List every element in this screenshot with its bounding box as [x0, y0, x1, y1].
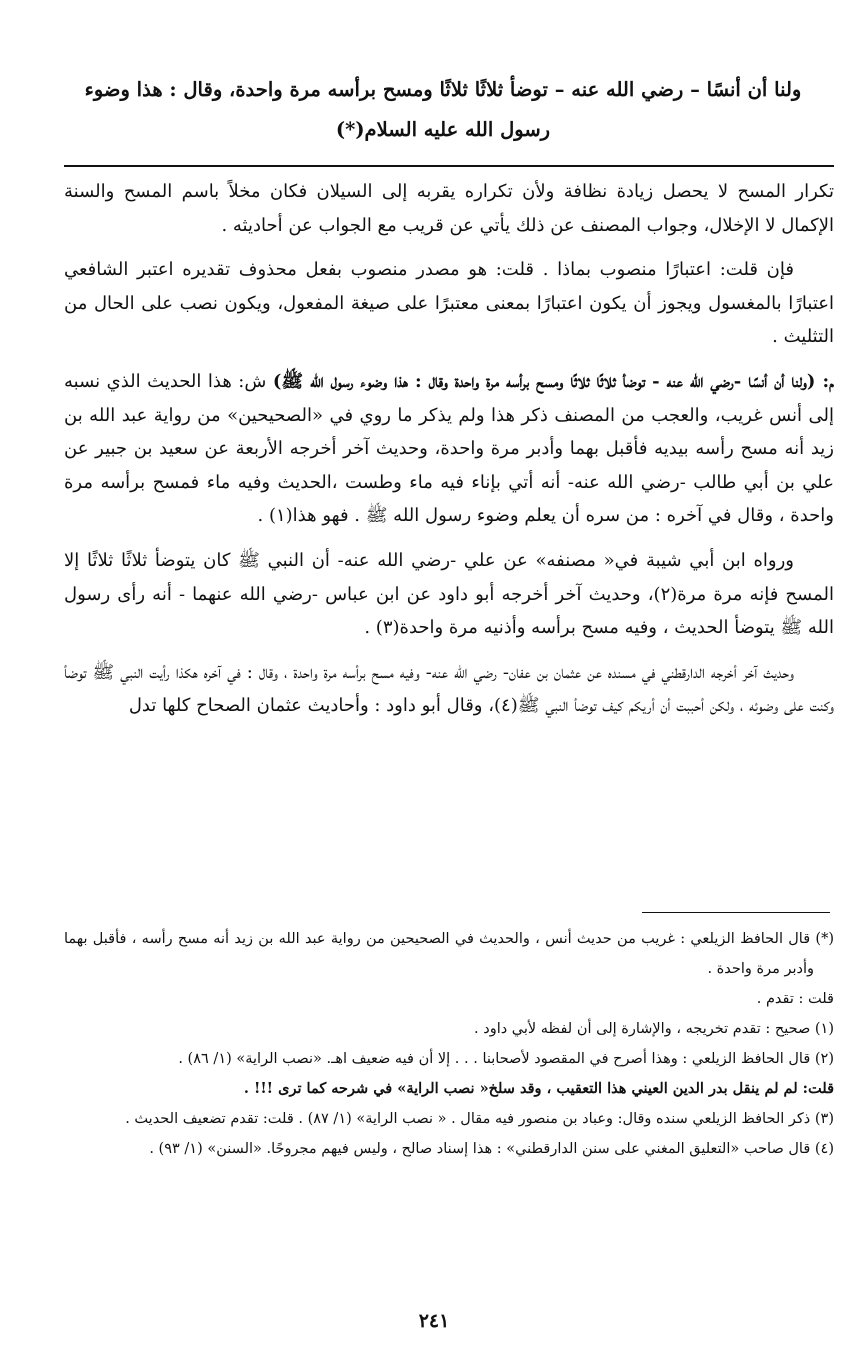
- paragraph-5: وحديث آخر أخرجه الدارقطني في مسنده عن عثمان بن عفان- رضي الله عنه- وفيه مسح برأسه مرة واحدة ، وقال : في آخره هكذا رأيت النبي ﷺ توضأ وكنت على وضوئه ، ولكن أحببت أن أريكم كيف توضأ النبي ﷺ(٤)، وقال أبو داود : وأحاديث عثمان الصحاح كلها تدل: [64, 661, 834, 717]
- footnote-4: (٤) قال صاحب «التعليق المغني على سنن الدارقطني» : هذا إسناد صالح ، وليس فيهم مجروحًا. «السنن» (١/ ٩٣) .: [149, 1141, 834, 1157]
- heading-line-1: ولنا أن أنسًا – رضي الله عنه – توضأ ثلاثًا ثلاثًا ومسح برأسه مرة واحدة، وقال : هذا وضوء: [84, 78, 802, 101]
- paragraph-4: ورواه ابن أبي شيبة في« مصنفه» عن علي -رضي الله عنه- أن النبي ﷺ كان يتوضأ ثلاثًا ثلاثًا إلا المسح فإنه مرة مرة(٢)، وحديث آخر أخرجه أبو داود عن ابن عباس -رضي الله عنهما - أنه رأى رسول الله ﷺ يتوضأ الحديث ، وفيه مسح برأسه وأذنيه مرة واحدة(٣) .: [64, 549, 834, 639]
- footnote-star: (*) قال الحافظ الزيلعي : غريب من حديث أنس ، والحديث في الصحيحين من رواية عبد الله بن زيد أنه مسح رأسه ، فأقبل بهما وأدبر مرة واحدة .: [64, 931, 834, 977]
- paragraph-1: تكرار المسح لا يحصل زيادة نظافة ولأن تكراره يقربه إلى السيلان فكان مخلاً باسم المسح والسنة الإكمال لا الإخلال، وجواب المصنف عن ذلك يأتي عن قريب مع الجواب عن أحاديثه .: [64, 181, 834, 236]
- chapter-heading: [52, 70, 834, 150]
- footnote-1: (١) صحيح : تقدم تخريجه ، والإشارة إلى أن لفظه لأبي داود .: [474, 1021, 834, 1037]
- page-number: ٢٤١: [418, 1310, 450, 1332]
- heading-line-2: رسول الله عليه السلام(*): [335, 118, 551, 141]
- paragraph-3: [64, 365, 834, 533]
- heading-divider: [64, 165, 834, 167]
- paragraph-2: فإن قلت: اعتبارًا منصوب بماذا . قلت: هو مصدر منصوب بفعل محذوف تقديره اعتبر الشافعي اعتبارًا بالمغسول ويجوز أن يكون اعتبارًا بمعنى معتبرًا على صيغة المفعول، ويكون نصب على الحال من التثليث .: [64, 259, 834, 348]
- sharh-text: ش: هذا الحديث الذي نسبه إلى أنس غريب، والعجب من المصنف ذكر هذا ولم يذكر ما روي في «الصحيحين» من رواية عبد الله بن زيد أنه مسح رأسه بيديه فأقبل بهما وأدبر مرة واحدة، وحديث آخر أخرجه الأربعة عن سعيد بن جبير عن علي بن أبي طالب -رضي الله عنه- أنه أتي بإناء فيه ماء وطست ،الحديث وفيه ماء فمسح برأسه مرة واحدة ، وقال في آخره : من سره أن يعلم وضوء رسول الله ﷺ . فهو هذا(١) .: [64, 370, 834, 527]
- footnote-3: (٣) ذكر الحافظ الزيلعي سنده وقال: وعباد بن منصور فيه مقال . « نصب الراية» (١/ ٨٧) . قلت: تقدم تضعيف الحديث .: [125, 1111, 834, 1127]
- main-text: [64, 175, 834, 734]
- footnote-2-note: قلت: لم لم ينقل بدر الدين العيني هذا التعقيب ، وقد سلخ« نصب الراية» في شرحه كما ترى !!! .: [243, 1080, 834, 1097]
- footnote-divider: [642, 912, 830, 913]
- footnote-star-note: قلت : تقدم .: [756, 991, 834, 1007]
- footnotes: [64, 924, 834, 1164]
- matn-quote: م: (ولنا أن أنسًا -رضي الله عنه - توضأ ثلاثًا ثلاثًا ومسح برأسه مرة واحدة وقال : هذا وضوء رسول الله ﷺ): [272, 370, 834, 392]
- footnote-2: (٢) قال الحافظ الزيلعي : وهذا أصرح في المقصود لأصحابنا . . . إلا أن فيه ضعيف اهـ. «نصب الراية» (١/ ٨٦) .: [178, 1051, 834, 1067]
